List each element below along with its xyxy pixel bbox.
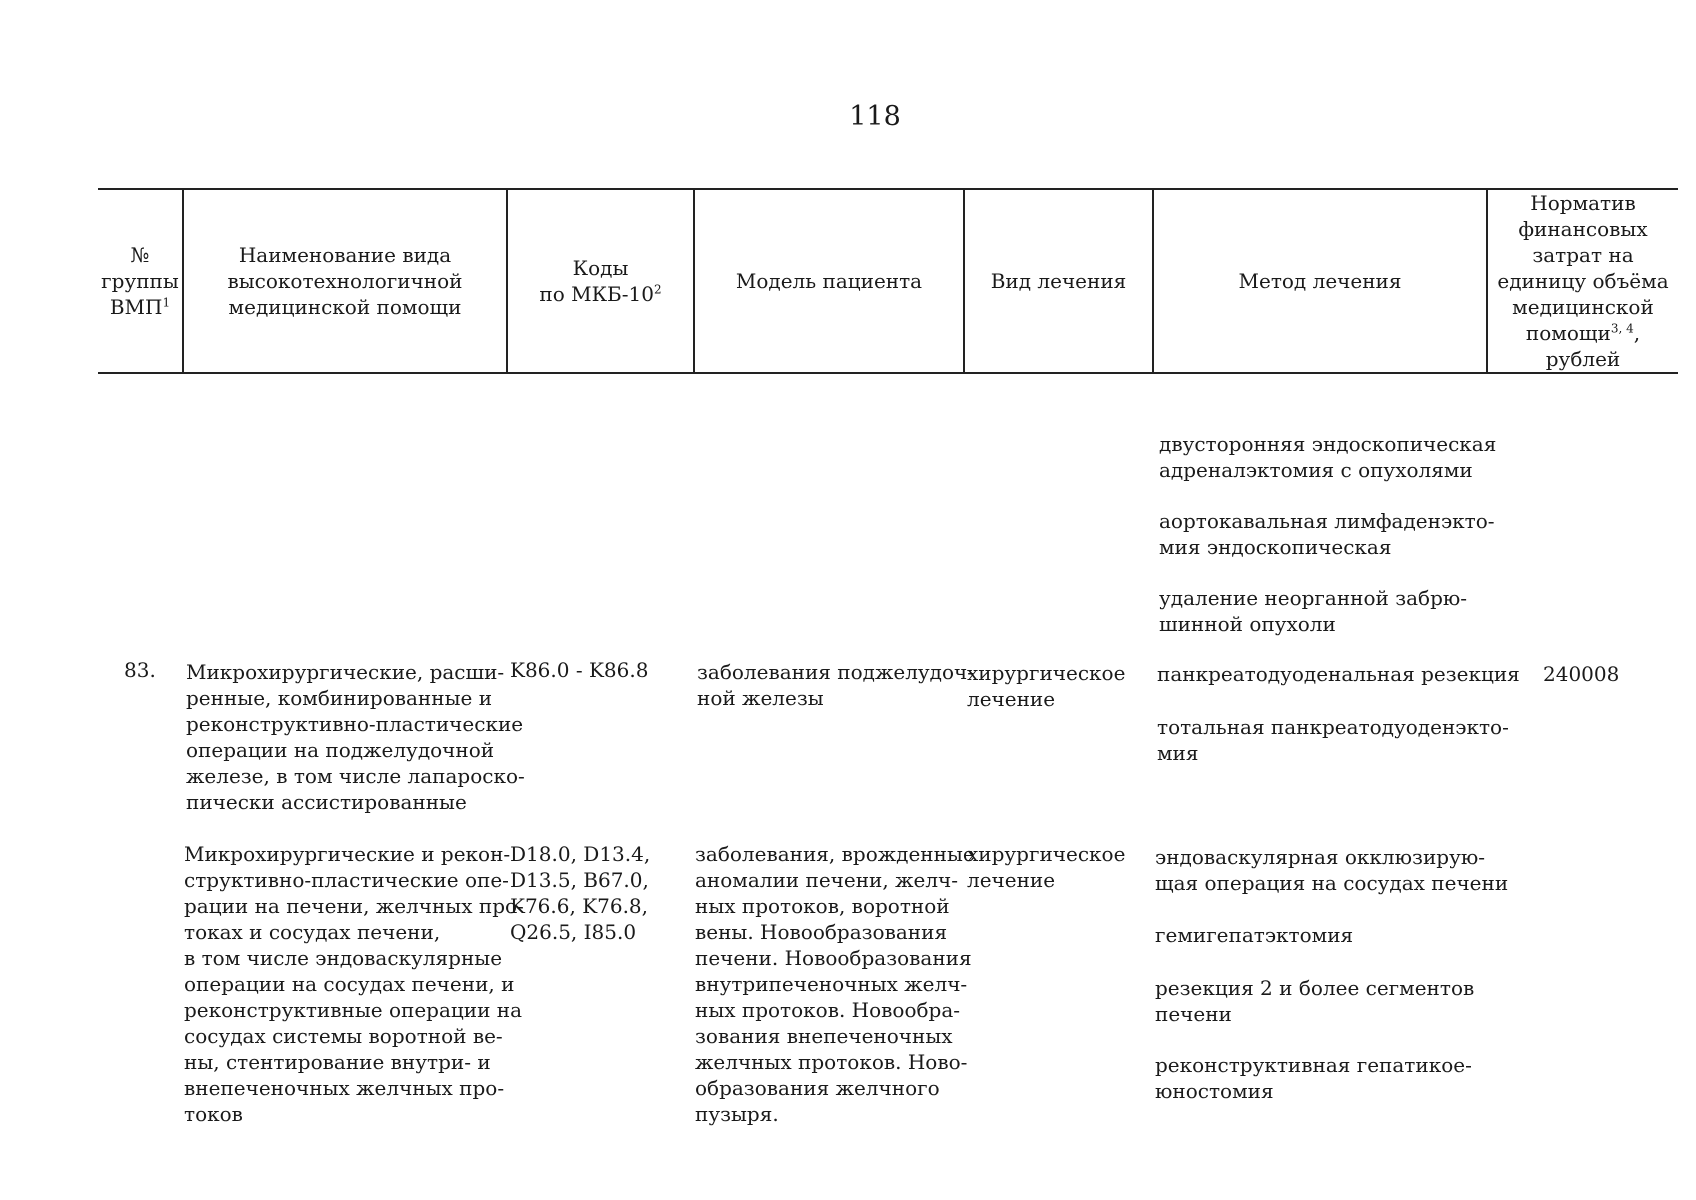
header-cost-standard [1486,190,1678,372]
method-item: реконструктивная гепатикое- юностомия [1155,1053,1472,1103]
header-care-type [182,190,506,372]
icd-codes: D18.0, D13.4, D13.5, B67.0, K76.6, K76.8, Q26.5, I85.0 [510,842,651,944]
patient-model: заболевания поджелудоч- ной железы [697,660,975,710]
footnote-3-4: 3, 4 [1610,321,1634,336]
care-type-name: Микрохирургические и рекон- структивно-пластические опе- рации на печени, желчных про- токах и сосудах печени, в том числе эндоваскулярные операции на сосудах печени, и реконструктивные операции на сосудах системы воротной ве- ны, стентирование внутри- и внепеченочных желчных про- токов [184,842,524,1126]
footnote-2: 2 [653,282,662,297]
patient-model: заболевания, врожденные аномалии печени, желч- ных протоков, воротной вены. Новообразования печени. Новообразования внутрипеченочных желч- ных протоков. Новообра- зования внепеченочных желчных протоков. Ново- образования желчного пузыря. [695,842,975,1126]
table-header [98,188,1678,374]
method-item: резекция 2 и более сегментов печени [1155,976,1475,1026]
header-cost-standard-unit: , рублей [1545,321,1641,371]
cost-value: 240008 [1543,662,1620,686]
header-icd-codes-text: Коды по МКБ-10 [539,256,654,306]
header-treatment-type [963,190,1152,372]
treatment-type: хирургическое лечение [967,661,1126,711]
header-care-type-text: Наименование вида высокотехнологичной медицинской помощи [227,243,463,319]
method-item: двусторонняя эндоскопическая адреналэктомия с опухолями [1159,432,1497,482]
header-treatment-method [1152,190,1486,372]
care-type-name: Микрохирургические, расши- ренные, комбинированные и реконструктивно-пластические операции на поджелудочной железе, в том числе лапароско- пически ассистированные [186,660,525,814]
treatment-type: хирургическое лечение [967,842,1126,892]
header-treatment-type-text: Вид лечения [990,269,1127,293]
header-patient-model [693,190,963,372]
header-group-number-text: № группы ВМП [101,243,179,319]
footnote-1: 1 [162,295,171,310]
header-cost-standard-text: Норматив финансовых затрат на единицу объёма медицинской помощи [1497,191,1669,345]
method-item: аортокавальная лимфаденэкто- мия эндоскопическая [1159,509,1495,559]
method-item: удаление неорганной забрю- шинной опухоли [1159,586,1468,636]
method-item: гемигепатэктомия [1155,923,1354,947]
method-item: панкреатодуоденальная резекция [1157,662,1520,686]
icd-codes: K86.0 - K86.8 [510,658,649,682]
row-number: 83. [124,658,156,682]
method-item: тотальная панкреатодуоденэкто- мия [1157,715,1509,765]
page-number: 118 [849,101,901,132]
method-item: эндоваскулярная окклюзирую- щая операция на сосудах печени [1155,845,1509,895]
header-icd-codes [506,190,693,372]
header-group-number [98,190,182,372]
header-patient-model-text: Модель пациента [735,269,923,293]
header-treatment-method-text: Метод лечения [1238,269,1402,293]
